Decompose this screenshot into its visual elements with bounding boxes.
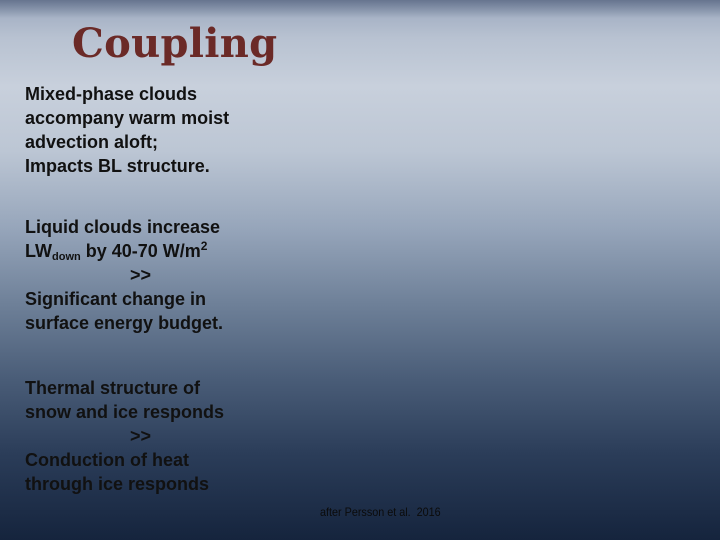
source-credit: after Persson et al. 2016 [320,505,441,519]
text-line: Impacts BL structure. [25,156,210,176]
arrow-text: >> [130,426,152,446]
text-line: Liquid clouds increase [25,217,221,237]
text-line: accompany warm moist [25,108,230,128]
text-block-thermal-structure [25,376,305,496]
text-block-liquid-clouds [25,215,305,335]
lw-prefix: LW [25,241,52,261]
text-line: through ice responds [25,474,210,494]
text-line: Mixed-phase clouds [25,84,198,104]
slide-title: Coupling [72,20,278,67]
lw-suffix: by 40-70 W/m [80,241,201,261]
text-line: Thermal structure of [25,378,201,398]
lw-superscript: 2 [200,239,208,253]
text-line: Conduction of heat [25,450,189,470]
arrow-text: >> [130,265,152,285]
text-line: surface energy budget. [25,313,224,333]
lw-down-line [25,239,305,263]
lw-subscript: down [52,251,81,263]
text-line: snow and ice responds [25,402,225,422]
text-line: advection aloft; [25,132,159,152]
text-block-mixed-phase-clouds [25,82,305,178]
text-line: Significant change in [25,289,207,309]
